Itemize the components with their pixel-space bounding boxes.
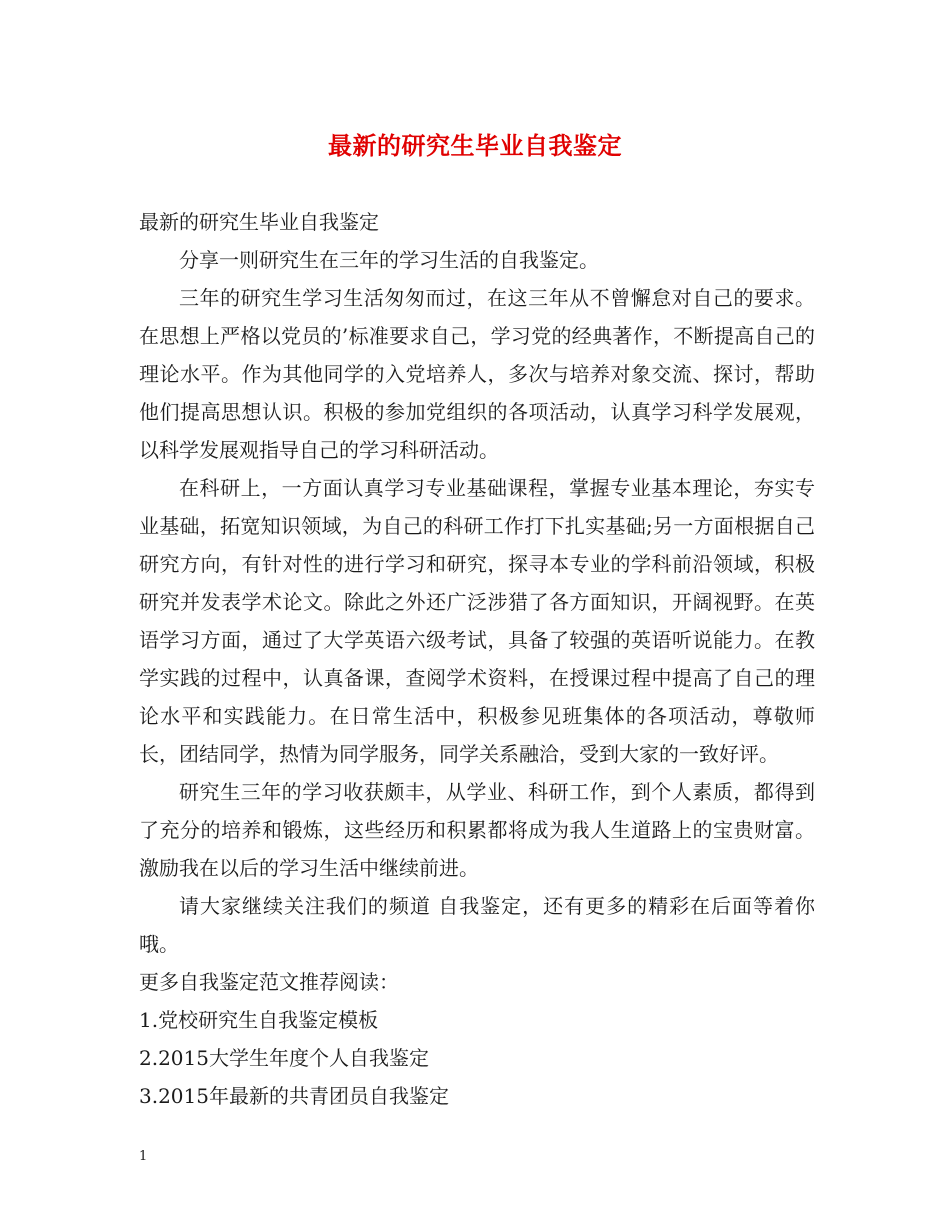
document-title: 最新的研究生毕业自我鉴定 (328, 131, 622, 160)
document-body (139, 203, 815, 1115)
recommended-link-3[interactable]: 3.2015年最新的共青团员自我鉴定 (139, 1084, 449, 1108)
page-number: 1 (139, 1149, 148, 1164)
ideology-paragraph: 三年的研究生学习生活匆匆而过，在这三年从不曾懈怠对自己的要求。在思想上严格以党员的’标准要求自己，学习党的经典著作，不断提高自己的理论水平。作为其他同学的入党培养人，多次与培养对象交流、探讨，帮助他们提高思想认识。积极的参加党组织的各项活动，认真学习科学发展观，以科学发展观指导自己的学习科研活动。 (139, 286, 815, 462)
research-paragraph: 在科研上，一方面认真学习专业基础课程，掌握专业基本理论，夯实专业基础，拓宽知识领域，为自己的科研工作打下扎实基础;另一方面根据自己研究方向，有针对性的进行学习和研究，探寻本专业的学科前沿领域，积极研究并发表学术论文。除此之外还广泛涉猎了各方面知识，开阔视野。在英语学习方面，通过了大学英语六级考试，具备了较强的英语听说能力。在教学实践的过程中，认真备课，查阅学术资料，在授课过程中提高了自己的理论水平和实践能力。在日常生活中，积极参见班集体的各项活动，尊敬师长，团结同学，热情为同学服务，同学关系融洽，受到大家的一致好评。 (139, 476, 815, 766)
subtitle-line: 最新的研究生毕业自我鉴定 (139, 210, 379, 234)
recommended-link-2[interactable]: 2.2015大学生年度个人自我鉴定 (139, 1046, 429, 1070)
recommended-link-1[interactable]: 1.党校研究生自我鉴定模板 (139, 1008, 379, 1032)
summary-paragraph: 研究生三年的学习收获颇丰，从学业、科研工作，到个人素质，都得到了充分的培养和锻炼，这些经历和积累都将成为我人生道路上的宝贵财富。激励我在以后的学习生活中继续前进。 (139, 780, 815, 880)
recommended-reading-heading: 更多自我鉴定范文推荐阅读： (139, 970, 399, 994)
channel-notice-paragraph: 请大家继续关注我们的频道 自我鉴定，还有更多的精彩在后面等着你哦。 (139, 894, 815, 956)
intro-paragraph: 分享一则研究生在三年的学习生活的自我鉴定。 (179, 248, 599, 272)
